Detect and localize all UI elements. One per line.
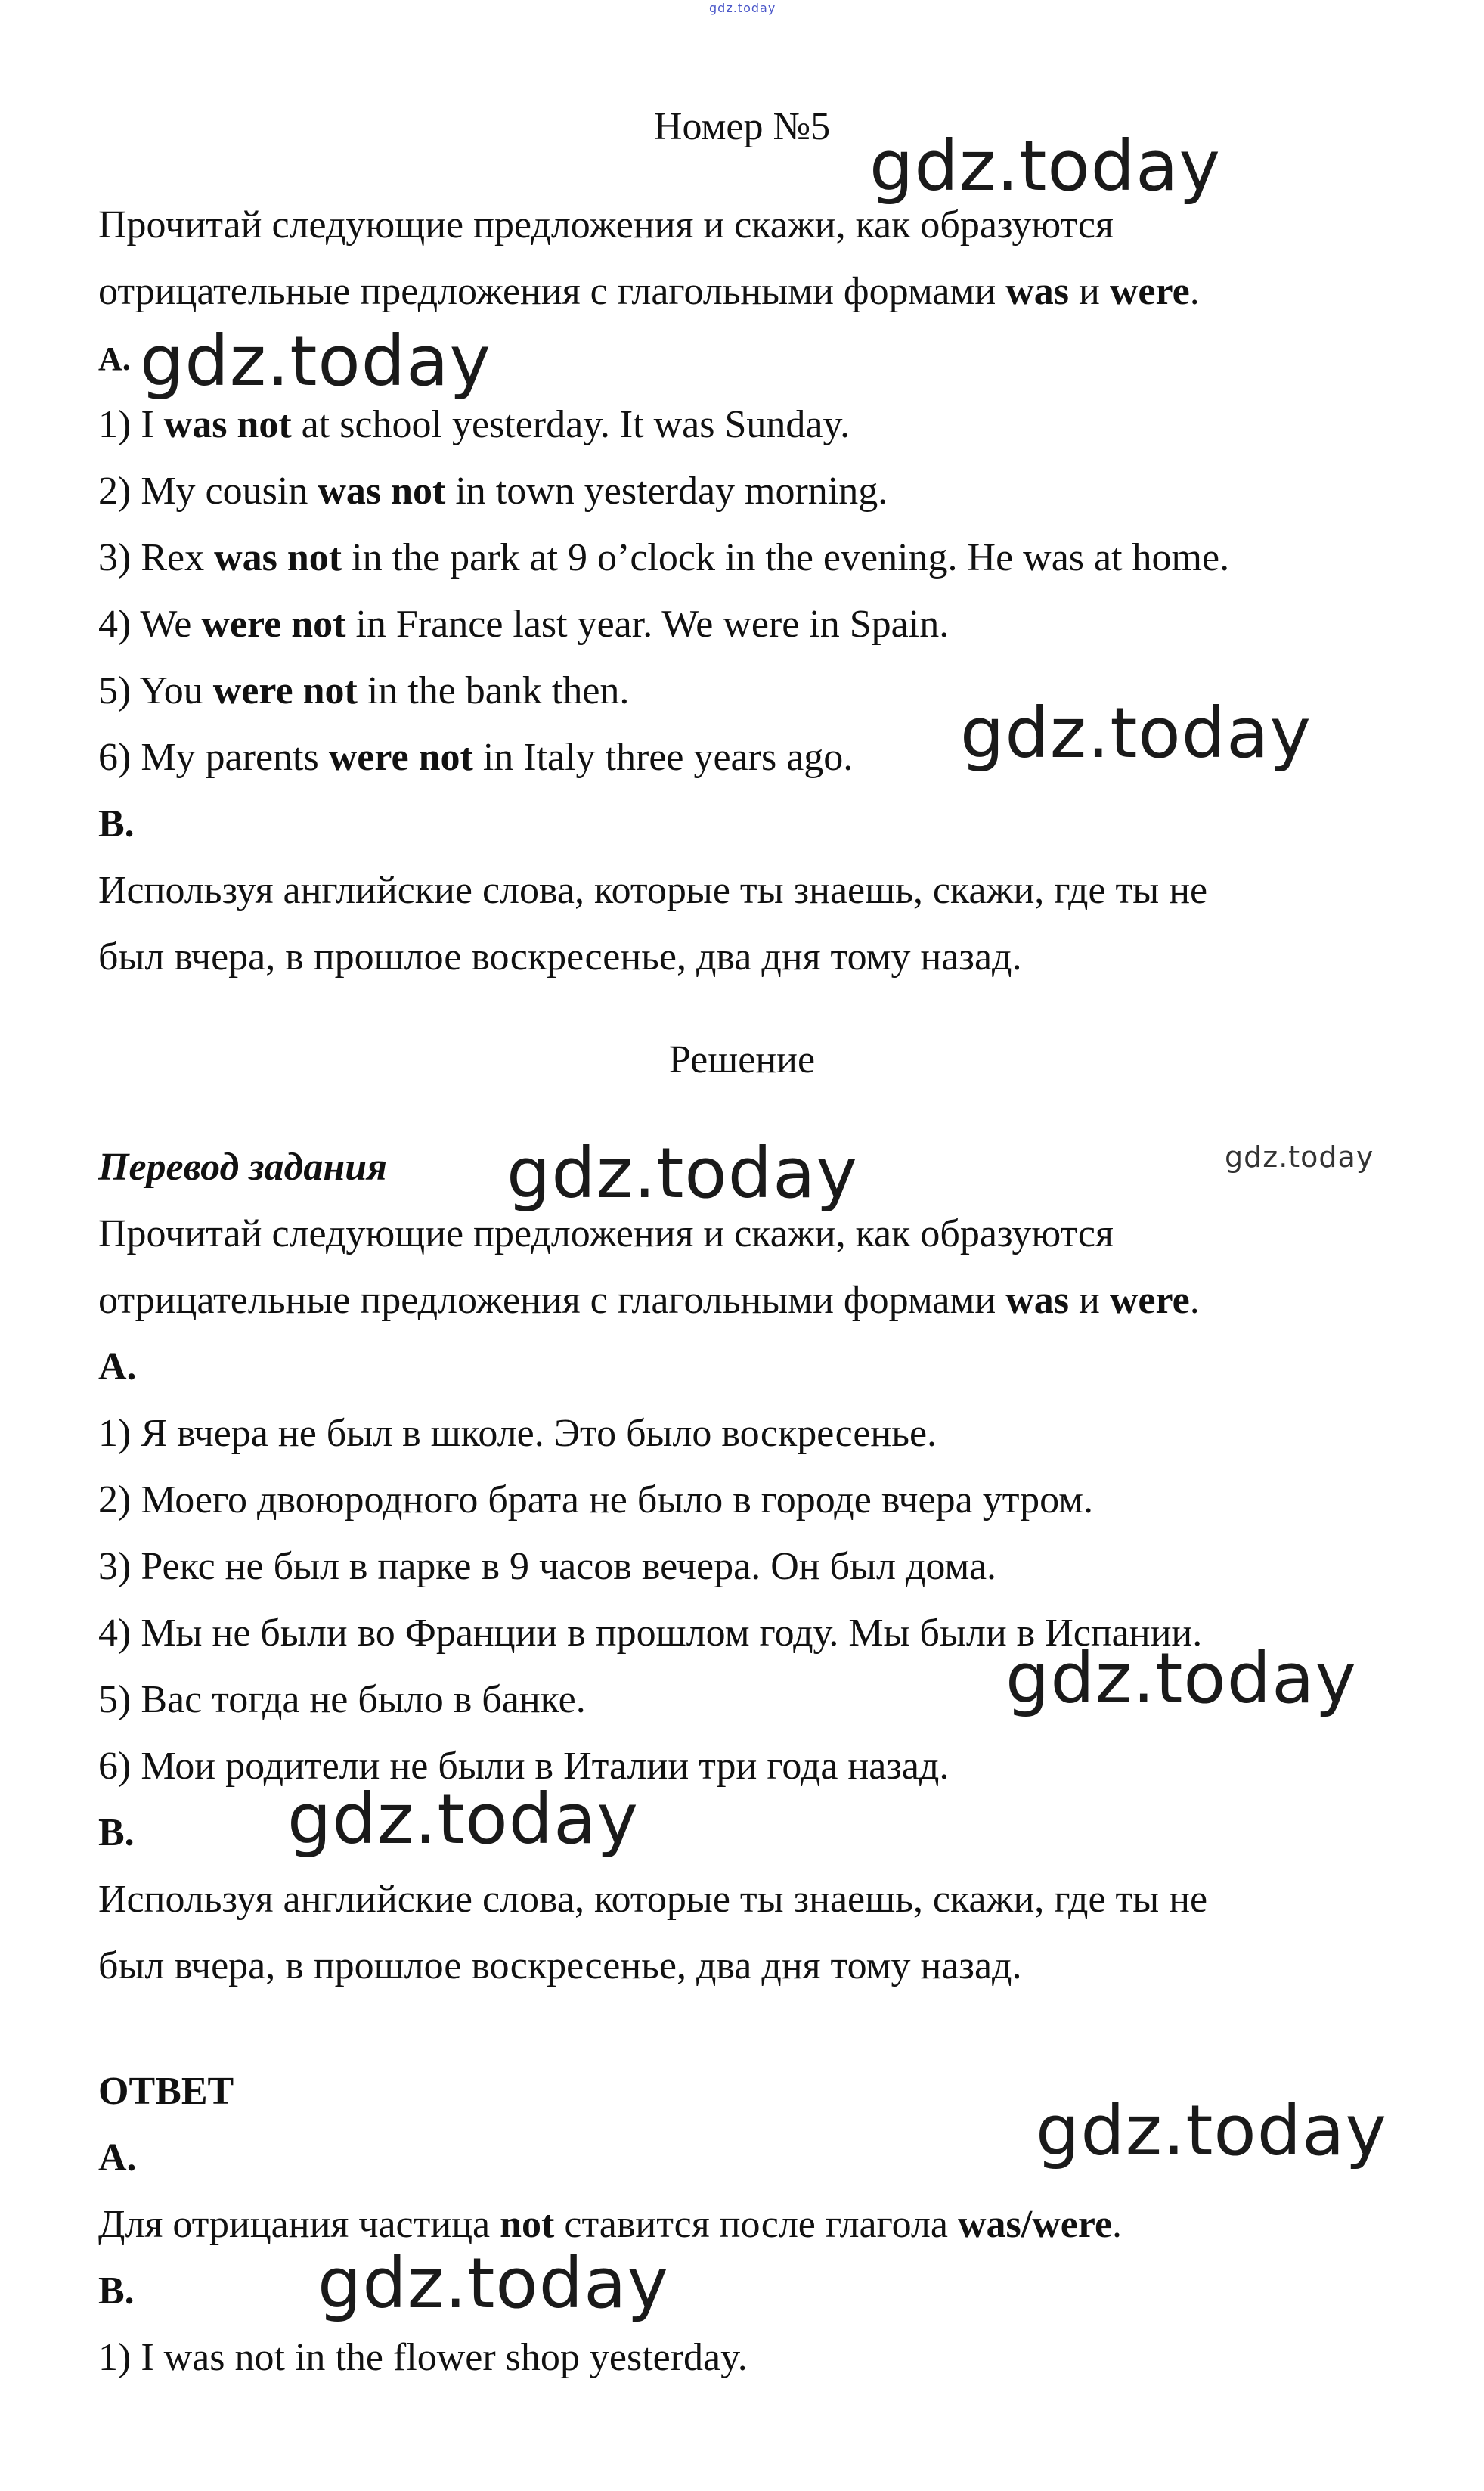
period: . <box>1189 1279 1200 1322</box>
watermark: gdz.today <box>287 1779 639 1860</box>
sentence-text: in Italy three years ago. <box>472 736 854 779</box>
conjunction: и <box>1069 1279 1110 1322</box>
task-intro-line-1: Прочитай следующие предложения и скажи, как образуются <box>98 203 1114 247</box>
sentence-text: in the bank then. <box>357 669 630 712</box>
task-section-b: B. <box>98 802 135 845</box>
translation-sentence-3: 3) Рекс не был в парке в 9 часов вечера. Он был дома. <box>98 1545 997 1588</box>
translation-sentence-1: 1) Я вчера не был в школе. Это было воскресенье. <box>98 1412 937 1455</box>
conjunction: и <box>1069 270 1110 313</box>
task-sentence-1 <box>98 401 850 449</box>
translation-section-b: B. <box>98 1811 135 1854</box>
keyword-was-were: was/were <box>957 2203 1113 2246</box>
watermark: gdz.today <box>318 2243 669 2324</box>
task-sentence-4 <box>98 600 949 649</box>
watermark: gdz.today <box>869 126 1221 206</box>
solution-title: Решение <box>668 1038 816 1081</box>
answer-b-sentence-1: 1) I was not in the flower shop yesterday. <box>98 2336 748 2379</box>
sentence-bold: were not <box>212 669 358 712</box>
translation-b-line-2: был вчера, в прошлое воскресенье, два дня тому назад. <box>98 1944 1022 1987</box>
watermark: gdz.today <box>1005 1638 1357 1719</box>
translation-sentence-6: 6) Мои родители не были в Италии три года назад. <box>98 1745 950 1788</box>
keyword-were: were <box>1109 1279 1190 1322</box>
keyword-were: were <box>1109 270 1190 313</box>
answer-a-text <box>98 2201 1122 2249</box>
watermark: gdz.today <box>140 321 491 402</box>
sentence-bold: were not <box>328 736 473 779</box>
sentence-text: at school yesterday. It was Sunday. <box>291 403 850 446</box>
translation-heading: Перевод задания <box>98 1146 387 1189</box>
period: . <box>1112 2203 1123 2246</box>
task-intro-line-2 <box>98 268 1200 316</box>
translation-intro-line-1: Прочитай следующие предложения и скажи, как образуются <box>98 1212 1114 1255</box>
sentence-bold: was not <box>163 403 292 446</box>
sentence-bold: were not <box>201 603 346 646</box>
sentence-bold: was not <box>318 470 446 513</box>
period: . <box>1189 270 1200 313</box>
sentence-text: 4) We <box>98 603 202 646</box>
sentence-text: 5) You <box>98 669 213 712</box>
answer-text: ставится после глагола <box>554 2203 958 2246</box>
answer-section-b: B. <box>98 2269 135 2313</box>
task-sentence-6 <box>98 734 853 782</box>
sentence-text: 3) Rex <box>98 536 215 579</box>
watermark: gdz.today <box>1036 2090 1387 2171</box>
answer-text: Для отрицания частица <box>98 2203 500 2246</box>
answer-section-a: A. <box>98 2136 137 2179</box>
keyword-not: not <box>500 2203 555 2246</box>
sentence-text: in the park at 9 o’clock in the evening. He was at home. <box>342 536 1230 579</box>
intro-text: отрицательные предложения с глагольными формами <box>98 270 1006 313</box>
keyword-was: was <box>1005 270 1069 313</box>
translation-b-line-1: Используя английские слова, которые ты знаешь, скажи, где ты не <box>98 1878 1208 1921</box>
task-sentence-2 <box>98 467 888 516</box>
watermark-small: gdz.today <box>1225 1140 1374 1174</box>
header-watermark: gdz.today <box>709 1 776 15</box>
translation-sentence-5: 5) Вас тогда не было в банке. <box>98 1678 586 1721</box>
task-title: Номер №5 <box>653 105 831 148</box>
translation-intro-line-2 <box>98 1277 1200 1325</box>
keyword-was: was <box>1005 1279 1069 1322</box>
translation-sentence-4: 4) Мы не были во Франции в прошлом году. Мы были в Испании. <box>98 1612 1203 1655</box>
sentence-text: 6) My parents <box>98 736 329 779</box>
sentence-bold: was not <box>214 536 342 579</box>
watermark: gdz.today <box>507 1133 858 1214</box>
sentence-text: in France last year. We were in Spain. <box>345 603 950 646</box>
translation-section-a: A. <box>98 1345 137 1388</box>
answer-heading: ОТВЕТ <box>98 2070 234 2113</box>
task-sentence-5 <box>98 667 629 715</box>
watermark: gdz.today <box>960 693 1312 774</box>
sentence-text: 1) I <box>98 403 164 446</box>
sentence-text: 2) My cousin <box>98 470 318 513</box>
task-b-line-2: был вчера, в прошлое воскресенье, два дня тому назад. <box>98 935 1022 979</box>
task-sentence-3 <box>98 534 1229 582</box>
task-b-line-1: Используя английские слова, которые ты знаешь, скажи, где ты не <box>98 869 1208 912</box>
intro-text: отрицательные предложения с глагольными формами <box>98 1279 1006 1322</box>
task-section-a: A. <box>98 340 131 377</box>
translation-sentence-2: 2) Моего двоюродного брата не было в городе вчера утром. <box>98 1478 1093 1522</box>
sentence-text: in town yesterday morning. <box>445 470 888 513</box>
